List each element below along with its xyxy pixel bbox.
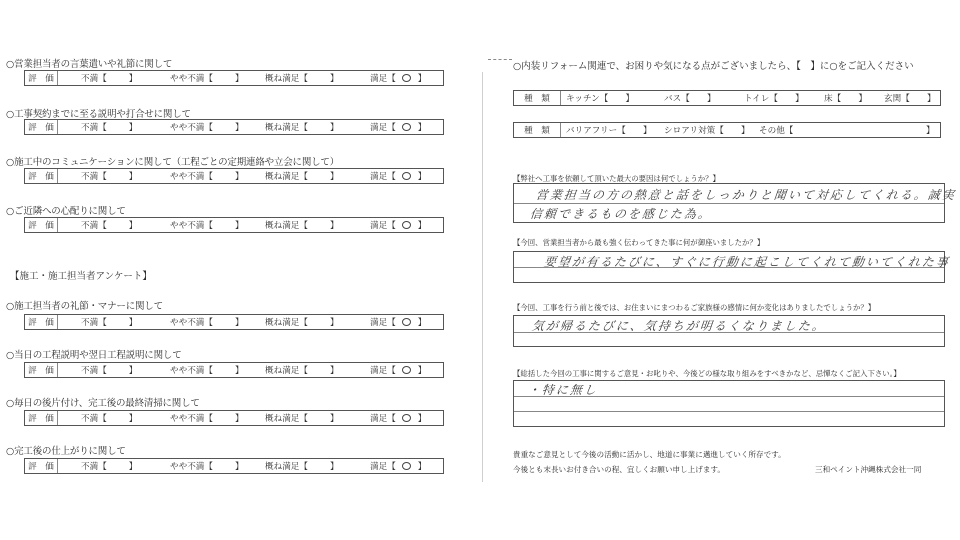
option-ooneman[interactable]: 概ね満足【 (265, 172, 308, 182)
option-yaya-fumann[interactable]: やや不満【 (170, 366, 213, 376)
company-signature: 三和ペイント沖縄株式会社一同 (815, 465, 922, 474)
circle-mark-icon (402, 123, 411, 131)
option-fumann[interactable]: 不満【 (81, 172, 107, 182)
circle-mark-icon (402, 318, 411, 326)
option-manzoku[interactable]: 満足【 (370, 123, 396, 133)
rating-label: 評 価 (25, 120, 58, 134)
option-ooneman[interactable]: 概ね満足【 (265, 221, 308, 231)
option-fumann[interactable]: 不満【 (81, 74, 107, 84)
reform-title: ○内装リフォーム関連で、お困りや気になる点がございましたら、【 】に○をご記入ください (513, 61, 914, 72)
option-ooneman[interactable]: 概ね満足【 (265, 366, 308, 376)
option-yaya-fumann[interactable]: やや不満【 (170, 123, 213, 133)
answer-box[interactable] (513, 315, 945, 347)
option-fumann[interactable]: 不満【 (81, 366, 107, 376)
option-ooneman[interactable]: 概ね満足【 (265, 123, 308, 133)
option-bath[interactable]: バス【 】 (664, 94, 716, 104)
reform-type-row-1 (513, 90, 941, 106)
option-ooneman[interactable]: 概ね満足【 (265, 462, 308, 472)
question-title: ○毎日の後片付け、完工後の最終清掃に関して (6, 398, 200, 409)
option-yaya-fumann[interactable]: やや不満【 (170, 318, 213, 328)
column-divider (482, 72, 483, 482)
circle-mark-icon (402, 462, 411, 470)
section-heading: 【施工・施工担当者アンケート】 (10, 271, 152, 282)
answer-box[interactable] (513, 251, 951, 283)
option-toilet[interactable]: トイレ【 】 (744, 94, 804, 104)
rating-row: 評 価 不満【 】 やや不満【 】 概ね満足【 】 満足【 】 (24, 410, 444, 426)
scan-mark (488, 59, 512, 60)
answer-box[interactable] (513, 380, 945, 427)
reform-type-row-2: 種 類 バリアフリー【 】 シロアリ対策【 】 その他【 】 (513, 122, 941, 138)
option-kitchen[interactable]: キッチン【 】 (566, 94, 635, 104)
rating-label: 評 価 (25, 315, 58, 329)
rating-row: 評 価 不満【 】 やや不満【 】 概ね満足【 】 満足【 】 (24, 217, 444, 233)
question-title: ○工事契約までに至る説明や打合せに関して (6, 109, 191, 120)
option-barrier-free[interactable]: バリアフリー【 】 (566, 126, 652, 136)
rating-label: 評 価 (25, 411, 58, 425)
question-title: ○当日の工程説明や翌日工程説明に関して (6, 350, 182, 361)
option-yaya-fumann[interactable]: やや不満【 (170, 462, 213, 472)
option-manzoku[interactable]: 満足【 (370, 221, 396, 231)
option-yaya-fumann[interactable]: やや不満【 (170, 74, 213, 84)
rating-label: 評 価 (25, 218, 58, 232)
question-title: ○施工中のコミュニケーションに関して（工程ごとの定期連絡や立会に関して） (6, 157, 340, 168)
question-title: ○施工担当者の礼節・マナーに関して (6, 301, 163, 312)
option-ooneman[interactable]: 概ね満足【 (265, 414, 308, 424)
question-title: ○ご近隣への心配りに関して (6, 206, 126, 217)
option-fumann[interactable]: 不満【 (81, 123, 107, 133)
handwritten-answer: 気が帰るたびに、気持ちが明るくなりました。 (531, 319, 827, 333)
free-question-heading: 【今回、営業担当者から最も強く伝わってきた事に何が御座いましたか？】 (513, 238, 765, 247)
option-other[interactable]: その他【 (759, 126, 794, 136)
option-manzoku[interactable]: 満足【 (370, 318, 396, 328)
rating-row: 評 価 不満【 】 やや不満【 】 概ね満足【 】 満足【 】 (24, 314, 444, 330)
option-ooneman[interactable]: 概ね満足【 (265, 74, 308, 84)
rating-row: 評 価 不満【 】 やや不満【 】 概ね満足【 】 満足【 】 (24, 362, 444, 378)
option-fumann[interactable]: 不満【 (81, 318, 107, 328)
circle-mark-icon (402, 414, 411, 422)
type-label: 種 類 (514, 91, 561, 105)
option-ooneman[interactable]: 概ね満足【 (265, 318, 308, 328)
circle-mark-icon (402, 221, 411, 229)
answer-box[interactable] (513, 183, 957, 223)
option-fumann[interactable]: 不満【 (81, 221, 107, 231)
rating-label: 評 価 (25, 169, 58, 183)
handwritten-answer: ・特に無し (527, 383, 599, 397)
rating-label: 評 価 (25, 459, 58, 473)
rating-label: 評 価 (25, 363, 58, 377)
option-manzoku[interactable]: 満足【 (370, 414, 396, 424)
free-question-heading: 【弊社へ工事を依頼して頂いた最大の要因は何でしょうか？】 (513, 174, 720, 183)
rating-row: 評 価 不満【 】 やや不満【 】 概ね満足【 】 満足【 】 (24, 119, 444, 135)
handwritten-answer: 要望が有るたびに、すぐに行動に起こしてくれて動いてくれた事 (543, 255, 951, 269)
rating-row: 評 価 不満【 】 やや不満【 】 概ね満足【 】 満足【 】 (24, 168, 444, 184)
option-termite[interactable]: シロアリ対策【 】 (664, 126, 750, 136)
option-manzoku[interactable]: 満足【 (370, 74, 396, 84)
rating-label: 評 価 (25, 71, 58, 85)
option-yaya-fumann[interactable]: やや不満【 (170, 414, 213, 424)
option-manzoku[interactable]: 満足【 (370, 172, 396, 182)
option-yaya-fumann[interactable]: やや不満【 (170, 172, 213, 182)
closing-line: 貴重なご意見として今後の活動に活かし、地道に事業に邁進していく所存です。 (513, 450, 786, 459)
closing-line: 今後とも末長いお付き合いの程、宜しくお願い申し上げます。 (513, 465, 726, 474)
circle-mark-icon (402, 366, 411, 374)
circle-mark-icon (402, 74, 411, 82)
option-manzoku[interactable]: 満足【 (370, 366, 396, 376)
free-question-heading: 【今回、工事を行う前と後では、お住まいにまつわるご家族様の感情に何か変化はありましたでしょうか？】 (513, 303, 876, 312)
circle-mark-icon (402, 172, 411, 180)
question-title: ○完工後の仕上がりに関して (6, 446, 126, 457)
handwritten-answer: 信頼できるものを感じた為。 (529, 207, 713, 221)
option-manzoku[interactable]: 満足【 (370, 462, 396, 472)
option-yaya-fumann[interactable]: やや不満【 (170, 221, 213, 231)
option-fumann[interactable]: 不満【 (81, 414, 107, 424)
option-fumann[interactable]: 不満【 (81, 462, 107, 472)
option-entrance[interactable]: 玄関【 】 (884, 94, 936, 104)
type-label: 種 類 (514, 123, 561, 137)
option-floor[interactable]: 床【 】 (824, 94, 867, 104)
free-question-heading: 【総括した今回の工事に関するご意見・お叱りや、今後どの様な取り組みをすべきかなど、忌憚なくご記入下さい。】 (513, 369, 901, 378)
rating-row: 評 価 不満【 】 やや不満【 】 概ね満足【 】 満足【 】 (24, 70, 444, 86)
rating-row: 評 価 不満【 】 やや不満【 】 概ね満足【 】 満足【 】 (24, 458, 444, 474)
handwritten-answer: 営業担当の方の熱意と話をしっかりと聞いて対応してくれる。誠実 (535, 188, 957, 202)
question-title: ○営業担当者の言葉遣いや礼節に関して (6, 59, 173, 70)
